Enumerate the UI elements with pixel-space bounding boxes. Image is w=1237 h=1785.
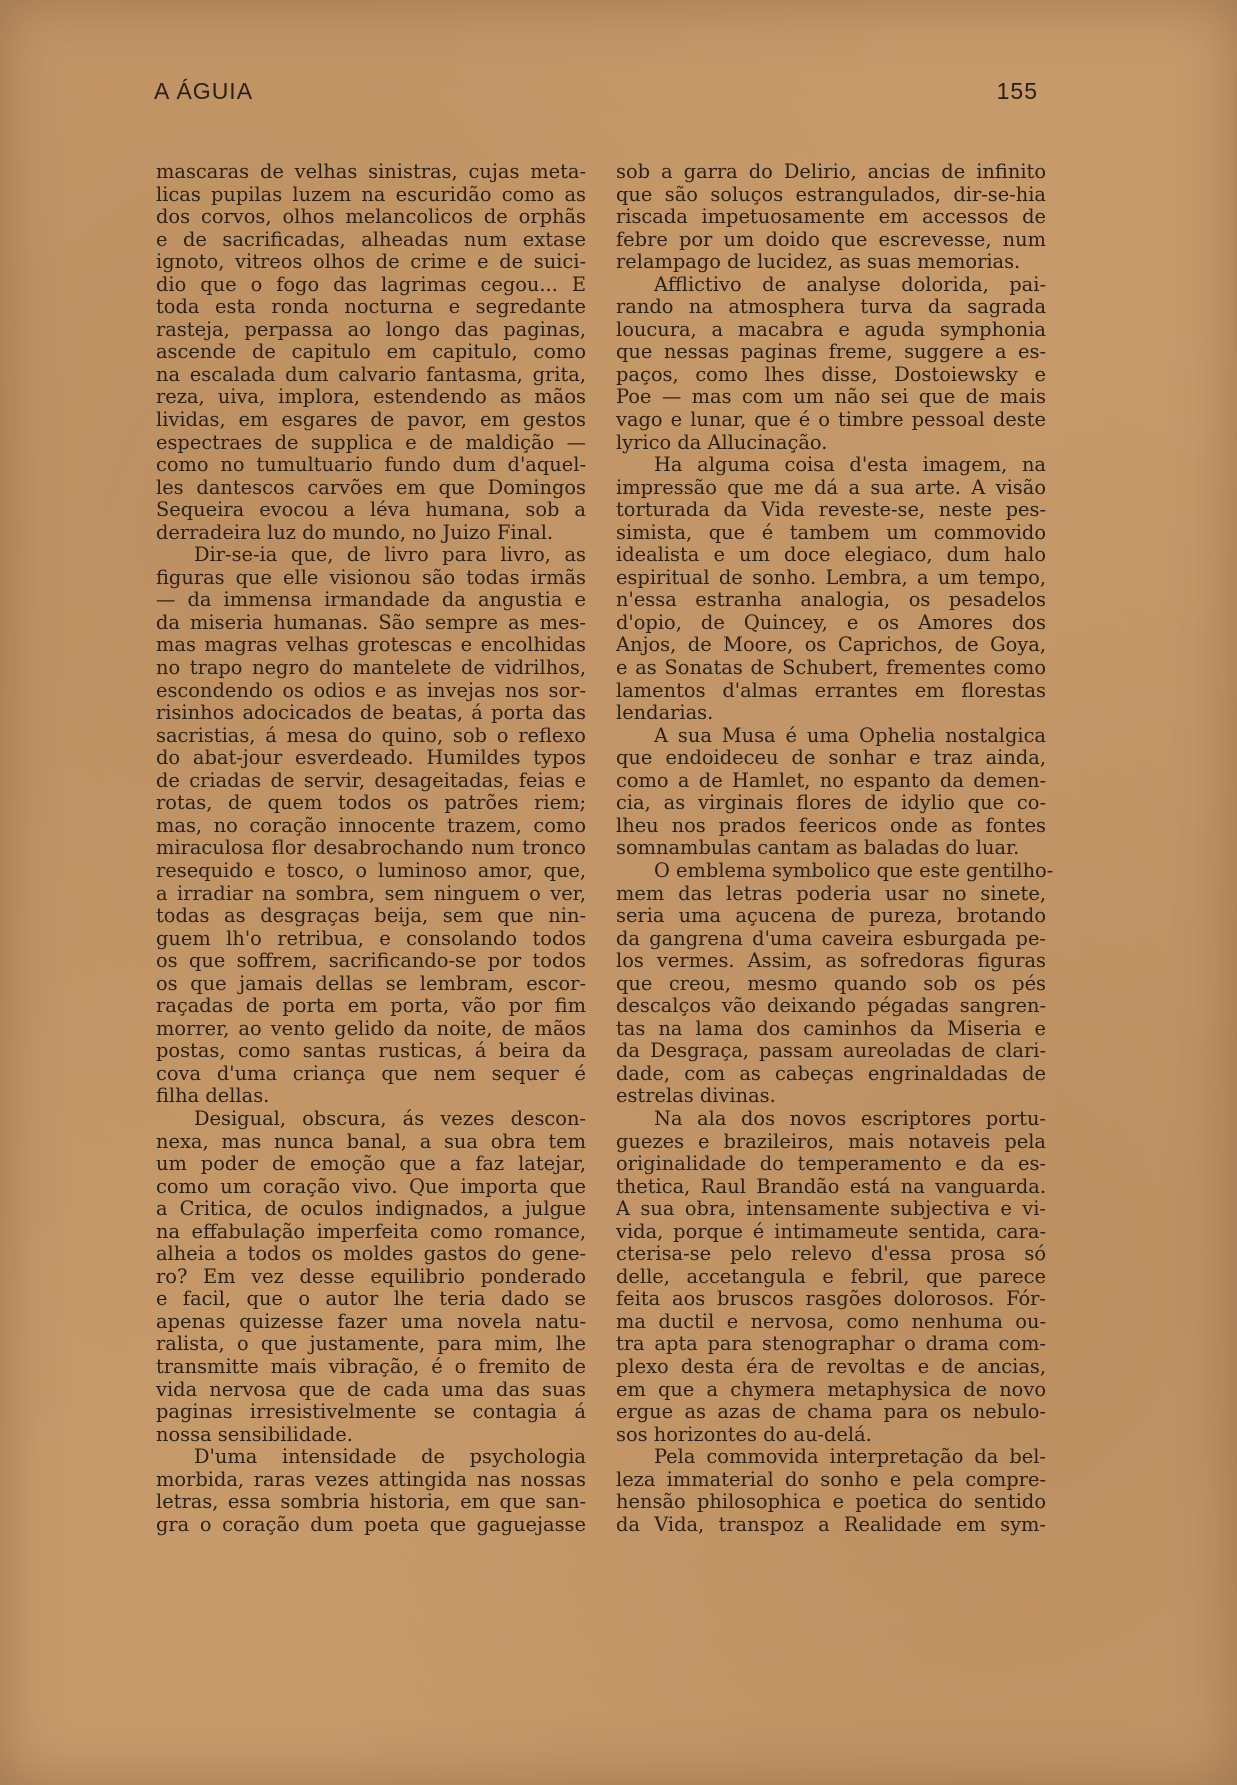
text-line: figuras que elle visionou são todas irmãs	[156, 565, 586, 589]
text-line: toda esta ronda nocturna e segredante	[156, 295, 586, 319]
text-line: cova d'uma criança que nem sequer é	[156, 1061, 586, 1085]
text-line: espectraes de supplica e de maldição —	[156, 430, 586, 454]
text-line: escondendo os odios e as invejas nos sor-	[156, 678, 586, 702]
text-line: que são soluços estrangulados, dir-se-hia	[616, 182, 1046, 206]
text-line: Ha alguma coisa d'esta imagem, na	[654, 453, 1046, 477]
text-line: mem das letras poderia usar no sinete,	[616, 881, 1046, 905]
text-line: transmitte mais vibração, é o fremito de	[156, 1354, 586, 1378]
text-line: thetica, Raul Brandão está na vanguarda.	[616, 1174, 1046, 1198]
text-line: rando na atmosphera turva da sagrada	[616, 295, 1046, 319]
text-line: a Critica, de oculos indignados, a julgue	[156, 1197, 586, 1221]
text-line: nossa sensibilidade.	[156, 1422, 353, 1446]
text-line: resequido e tosco, o luminoso amor, que,	[156, 858, 586, 882]
text-line: idealista e um doce elegiaco, dum halo	[616, 543, 1046, 567]
text-line: e facil, que o autor lhe teria dado se	[156, 1287, 586, 1311]
text-line: licas pupilas luzem na escuridão como as	[156, 182, 586, 206]
text-line: lyrico da Allucinação.	[616, 430, 828, 454]
text-line: los vermes. Assim, as sofredoras figuras	[616, 949, 1046, 973]
text-line: ralista, o que justamente, para mim, lhe	[156, 1332, 586, 1356]
text-line: dos corvos, olhos melancolicos de orphãs	[156, 205, 586, 229]
text-line: febre por um doido que escrevesse, num	[616, 227, 1046, 251]
text-line: risinhos adocicados de beatas, á porta das	[156, 701, 586, 725]
text-line: seria uma açucena de pureza, brotando	[616, 904, 1046, 928]
text-line: Anjos, de Moore, os Caprichos, de Goya,	[616, 633, 1046, 657]
text-line: feita aos bruscos rasgões dolorosos. Fór-	[616, 1287, 1046, 1311]
text-line: Dir-se-ia que, de livro para livro, as	[194, 543, 586, 567]
text-line: em que a chymera metaphysica de novo	[616, 1377, 1046, 1401]
text-line: todas as desgraças beija, sem que nin-	[156, 904, 586, 928]
text-line: A sua obra, intensamente subjectiva e vi-	[616, 1197, 1046, 1221]
text-line: ro? Em vez desse equilibrio ponderado	[156, 1264, 586, 1288]
text-line: plexo desta éra de revoltas e de ancias,	[616, 1354, 1046, 1378]
text-line: lividas, em esgares de pavor, em gestos	[156, 408, 586, 432]
text-line: delle, accetangula e febril, que parece	[616, 1264, 1046, 1288]
text-line: guezes e brazileiros, mais notaveis pela	[616, 1129, 1046, 1153]
text-line: simista, que é tambem um commovido	[616, 520, 1046, 544]
text-line: espiritual de sonho. Lembra, a um tempo,	[616, 565, 1046, 589]
text-line: da gangrena d'uma caveira esburgada pe-	[616, 926, 1046, 950]
text-line: como a de Hamlet, no espanto da demen-	[616, 768, 1046, 792]
text-line: lheu nos prados feericos onde as fontes	[616, 813, 1046, 837]
text-line: leza immaterial do sonho e pela compre-	[616, 1467, 1046, 1491]
text-line: Poe — mas com um não sei que de mais	[616, 385, 1046, 409]
text-line: cterisa-se pelo relevo d'essa prosa só	[616, 1242, 1046, 1266]
text-line: sos horizontes do au-delá.	[616, 1422, 872, 1446]
text-line: gra o coração dum poeta que gaguejasse	[156, 1512, 586, 1536]
text-line: d'opio, de Quincey, e os Amores dos	[616, 610, 1046, 634]
text-line: impressão que me dá a sua arte. A visão	[616, 475, 1046, 499]
text-line: nexa, mas nunca banal, a sua obra tem	[156, 1129, 586, 1153]
text-line: somnambulas cantam as baladas do luar.	[616, 836, 1020, 860]
text-line: e de sacrificadas, alheadas num extase	[156, 227, 586, 251]
text-line: dade, com as cabeças engrinaldadas de	[616, 1061, 1046, 1085]
text-line: les dantescos carvões em que Domingos	[156, 475, 586, 499]
text-line: ignoto, vitreos olhos de crime e de suici-	[156, 250, 586, 274]
text-line: riscada impetuosamente em accessos de	[616, 205, 1046, 229]
text-line: um poder de emoção que a faz latejar,	[156, 1152, 586, 1176]
text-line: como um coração vivo. Que importa que	[156, 1174, 586, 1198]
text-line: tra apta para stenographar o drama com-	[616, 1332, 1046, 1356]
text-line: alheia a todos os moldes gastos do gene-	[156, 1242, 586, 1266]
text-line: filha dellas.	[156, 1084, 270, 1108]
text-line: lamentos d'almas errantes em florestas	[616, 678, 1046, 702]
text-line: de criadas de servir, desageitadas, feias e	[156, 768, 586, 792]
text-line: loucura, a macabra e aguda symphonia	[616, 317, 1046, 341]
text-line: O emblema symbolico que este gentilho-	[654, 858, 1054, 882]
text-line: os que soffrem, sacrificando-se por todos	[156, 949, 586, 973]
text-line: apenas quizesse fazer uma novela natu-	[156, 1309, 586, 1333]
text-line: ascende de capitulo em capitulo, como	[156, 340, 586, 364]
text-line: estrelas divinas.	[616, 1084, 776, 1108]
text-line: cia, as virginais flores de idylio que co-	[616, 791, 1046, 815]
text-line: e as Sonatas de Schubert, frementes como	[616, 656, 1046, 680]
text-line: guem lh'o retribua, e consolando todos	[156, 926, 586, 950]
text-line: miraculosa flor desabrochando num tronco	[156, 836, 586, 860]
text-line: na effabulação imperfeita como romance,	[156, 1219, 586, 1243]
text-line: que nessas paginas freme, suggere a es-	[616, 340, 1046, 364]
text-line: rasteja, perpassa ao longo das paginas,	[156, 317, 586, 341]
text-line: Afflictivo de analyse dolorida, pai-	[654, 272, 1046, 296]
text-line: morrer, ao vento gelido da noite, de mãos	[156, 1016, 586, 1040]
text-line: da Desgraça, passam aureoladas de clari-	[616, 1039, 1046, 1063]
journal-title: A ÁGUIA	[154, 77, 254, 104]
text-line: paginas irresistivelmente se contagia á	[156, 1400, 586, 1424]
text-line: a irradiar na sombra, sem ninguem o ver,	[156, 881, 586, 905]
text-line: lendarias.	[616, 701, 714, 725]
text-line: sacristias, á mesa do quino, sob o reflexo	[156, 723, 586, 747]
text-line: reza, uiva, implora, estendendo as mãos	[156, 385, 586, 409]
text-line: A sua Musa é uma Ophelia nostalgica	[654, 723, 1046, 747]
text-line: relampago de lucidez, as suas memorias.	[616, 250, 1021, 274]
text-line: originalidade do temperamento e da es-	[616, 1152, 1046, 1176]
text-line: vida nervosa que de cada uma das suas	[156, 1377, 586, 1401]
text-line: ergue as azas de chama para os nebulo-	[616, 1400, 1046, 1424]
text-line: do abat-jour esverdeado. Humildes typos	[156, 746, 586, 770]
text-line: no trapo negro do mantelete de vidrilhos,	[156, 656, 586, 680]
text-line: — da immensa irmandade da angustia e	[156, 588, 586, 612]
text-line: postas, como santas rusticas, á beira da	[156, 1039, 586, 1063]
text-line: da Vida, transpoz a Realidade em sym-	[616, 1512, 1046, 1536]
text-line: na escalada dum calvario fantasma, grita,	[156, 362, 586, 386]
left-text-column	[156, 161, 586, 1536]
text-line: que endoideceu de sonhar e traz ainda,	[616, 746, 1046, 770]
text-line: Sequeira evocou a léva humana, sob a	[156, 498, 586, 522]
text-line: rotas, de quem todos os patrões riem;	[156, 791, 586, 815]
text-line: hensão philosophica e poetica do sentido	[616, 1490, 1046, 1514]
text-line: mas, no coração innocente trazem, como	[156, 813, 586, 837]
text-line: mascaras de velhas sinistras, cujas meta-	[156, 160, 586, 183]
right-text-column	[616, 160, 1054, 1536]
text-line: letras, essa sombria historia, em que san-	[156, 1490, 586, 1514]
text-line: da miseria humanas. São sempre as mes-	[156, 610, 586, 634]
text-line: vago e lunar, que é o timbre pessoal deste	[616, 408, 1046, 432]
text-line: Na ala dos novos escriptores portu-	[654, 1106, 1046, 1130]
running-head	[154, 74, 1038, 108]
text-line: torturada da Vida reveste-se, neste pes-	[616, 498, 1046, 522]
text-line: derradeira luz do mundo, no Juizo Final.	[156, 520, 554, 544]
text-line: dio que o fogo das lagrimas cegou... E	[156, 272, 586, 296]
text-line: morbida, raras vezes attingida nas nossas	[156, 1467, 586, 1491]
text-line: sob a garra do Delirio, ancias de infinito	[616, 160, 1046, 183]
text-line: que creou, mesmo quando sob os pés	[616, 971, 1046, 995]
text-line: n'essa estranha analogia, os pesadelos	[616, 588, 1046, 612]
text-line: mas magras velhas grotescas e encolhidas	[156, 633, 586, 657]
text-line: tas na lama dos caminhos da Miseria e	[616, 1016, 1046, 1040]
text-line: D'uma intensidade de psychologia	[194, 1445, 586, 1469]
text-line: os que jamais dellas se lembram, escor-	[156, 971, 586, 995]
text-line: raçadas de porta em porta, vão por fim	[156, 994, 586, 1018]
text-line: Pela commovida interpretação da bel-	[654, 1445, 1046, 1469]
text-line: descalços vão deixando pégadas sangren-	[616, 994, 1046, 1018]
text-line: Desigual, obscura, ás vezes descon-	[194, 1106, 586, 1130]
text-line: ma ductil e nervosa, como nenhuma ou-	[616, 1309, 1046, 1333]
text-line: como no tumultuario fundo dum d'aquel-	[156, 453, 586, 477]
page-number: 155	[996, 77, 1038, 104]
text-line: paços, como lhes disse, Dostoiewsky e	[616, 362, 1046, 386]
text-line: vida, porque é intimameute sentida, cara-	[616, 1219, 1046, 1243]
